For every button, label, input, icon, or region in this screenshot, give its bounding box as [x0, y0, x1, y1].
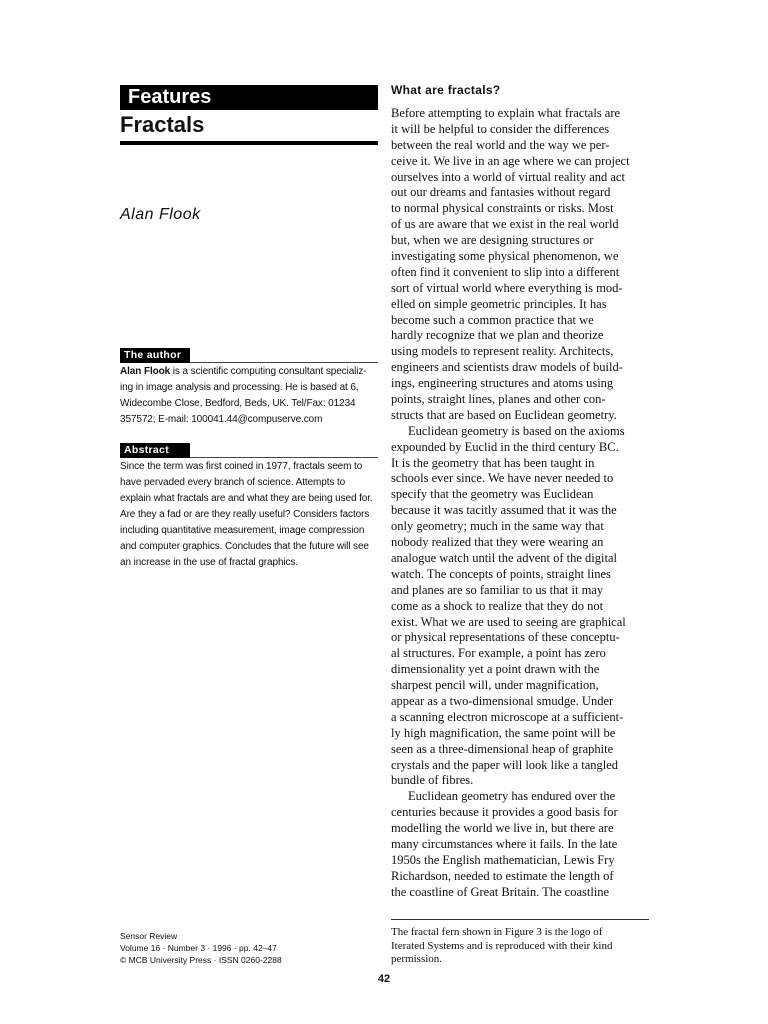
- body-line: because it was tacitly assumed that it was the: [391, 503, 617, 518]
- body-line: ly high magnification, the same point will be: [391, 725, 616, 740]
- body-line: hardly recognize that we plan and theorize: [391, 328, 604, 343]
- body-line: investigating some physical phenomenon, we: [391, 249, 619, 264]
- body-line: become such a common practice that we: [391, 312, 594, 327]
- abstract-line: have pervaded every branch of science. Attempts to: [120, 477, 346, 488]
- body-line: expounded by Euclid in the third century BC.: [391, 439, 619, 454]
- abstract-line: Are they a fad or are they really useful? Considers factors: [120, 509, 370, 520]
- abstract-line: and computer graphics. Concludes that the future will see: [120, 541, 369, 552]
- body-line: structs that are based on Euclidean geometry.: [391, 407, 617, 422]
- body-line: it will be helpful to consider the differences: [391, 121, 610, 136]
- body-line: Before attempting to explain what fractals are: [391, 106, 621, 120]
- body-line: watch. The concepts of points, straight lines: [391, 566, 611, 581]
- footnote: [391, 926, 612, 967]
- author-bio-line-text: is a scientific computing consultant specializ-: [170, 366, 367, 377]
- body-line: often find it convenient to slip into a different: [391, 264, 620, 279]
- body-line: schools ever since. We have never needed to: [391, 471, 614, 486]
- title-rule: [120, 141, 378, 145]
- body-line: many circumstances where it fails. In the late: [391, 836, 618, 851]
- body-line: 1950s the English mathematician, Lewis Fry: [391, 852, 615, 867]
- abstract-line: explain what fractals are and what they are being used for.: [120, 493, 373, 504]
- footnote-line: The fractal fern shown in Figure 3 is the logo of: [391, 926, 603, 938]
- body-line: between the real world and the way we per-: [391, 137, 610, 152]
- author-box-label: The author: [120, 348, 190, 363]
- body-line: al structures. For example, a point has zero: [391, 646, 606, 661]
- journal-footer: [120, 930, 282, 966]
- body-line: modelling the world we live in, but there are: [391, 821, 614, 836]
- article-title: Fractals: [120, 112, 205, 137]
- body-line: It is the geometry that has been taught in: [391, 455, 595, 470]
- author-bio-line: 357572; E-mail: 100041.44@compuserve.com: [120, 414, 323, 425]
- body-line: sharpest pencil will, under magnification,: [391, 678, 599, 693]
- body-line: exist. What we are used to seeing are graphical: [391, 614, 626, 629]
- author-box-rule: [190, 362, 378, 363]
- body-line: to normal physical constraints or risks. Most: [391, 201, 614, 216]
- body-line: the coastline of Great Britain. The coastline: [391, 884, 610, 899]
- body-line: Euclidean geometry has endured over the: [408, 789, 616, 804]
- journal-publisher: © MCB University Press · ISSN 0260-2288: [120, 955, 282, 965]
- body-line: only geometry; much in the same way that: [391, 519, 604, 534]
- journal-name: Sensor Review: [120, 931, 178, 941]
- abstract-line: including quantitative measurement, image compression: [120, 525, 365, 536]
- body-line: Richardson, needed to estimate the length of: [391, 868, 614, 883]
- body-line: come as a shock to realize that they do not: [391, 598, 604, 613]
- footnote-line: Iterated Systems and is reproduced with their kind: [391, 939, 613, 952]
- body-line: bundle of fibres.: [391, 773, 474, 788]
- body-line: out our dreams and fantasies without regard: [391, 185, 611, 200]
- abstract-line: an increase in the use of fractal graphics.: [120, 557, 299, 568]
- abstract-box-rule: [190, 457, 378, 458]
- abstract-text: [120, 459, 380, 571]
- body-line: ceive it. We live in an age where we can project: [391, 153, 630, 168]
- body-line: specify that the geometry was Euclidean: [391, 487, 594, 502]
- body-line: a scanning electron microscope at a sufficient-: [391, 709, 624, 724]
- body-line: ings, engineering structures and atoms using: [391, 376, 614, 391]
- section-label: Features: [120, 85, 378, 110]
- journal-volume: Volume 16 · Number 3 · 1996 · pp. 42–47: [120, 943, 277, 953]
- abstract-box-label: Abstract: [120, 443, 190, 458]
- footnote-rule: [391, 919, 649, 920]
- author-bio-name: Alan Flook: [120, 366, 171, 377]
- author-byline: Alan Flook: [120, 206, 201, 223]
- body-line: nobody realized that they were wearing an: [391, 535, 604, 550]
- author-bio: [120, 364, 380, 428]
- body-line: dimensionality yet a point drawn with the: [391, 662, 600, 677]
- body-line: crystals and the paper will look like a tangled: [391, 757, 619, 772]
- author-bio-line: ing in image analysis and processing. He is based at 6,: [120, 382, 359, 393]
- footnote-line: permission.: [391, 953, 443, 965]
- body-line: Euclidean geometry is based on the axioms: [408, 423, 625, 438]
- body-line: centuries because it provides a good basis for: [391, 805, 618, 820]
- page-number: 42: [377, 973, 391, 985]
- body-line: seen as a three-dimensional heap of graphite: [391, 741, 614, 756]
- abstract-line: Since the term was first coined in 1977, fractals seem to: [120, 461, 363, 472]
- author-bio-line: [120, 364, 380, 380]
- author-bio-line: Widecombe Close, Bedford, Beds, UK. Tel/Fax: 01234: [120, 398, 356, 409]
- section-heading: What are fractals?: [391, 83, 501, 97]
- body-line: elled on simple geometric principles. It has: [391, 296, 607, 311]
- body-line: appear as a two-dimensional smudge. Under: [391, 693, 614, 708]
- body-line: ourselves into a world of virtual reality and act: [391, 169, 625, 184]
- body-line: but, when we are designing structures or: [391, 233, 594, 248]
- body-line: or physical representations of these conceptu-: [391, 630, 620, 645]
- body-line: using models to represent reality. Architects,: [391, 344, 614, 359]
- body-line: engineers and scientists draw models of build-: [391, 360, 623, 375]
- body-line: of us are aware that we exist in the real world: [391, 217, 619, 232]
- body-line: analogue watch until the advent of the digital: [391, 550, 617, 565]
- body-line: and planes are so familiar to us that it may: [391, 582, 604, 597]
- body-line: points, straight lines, planes and other con-: [391, 392, 606, 407]
- body-line: sort of virtual world where everything is mod-: [391, 280, 623, 295]
- body-text: [391, 106, 649, 901]
